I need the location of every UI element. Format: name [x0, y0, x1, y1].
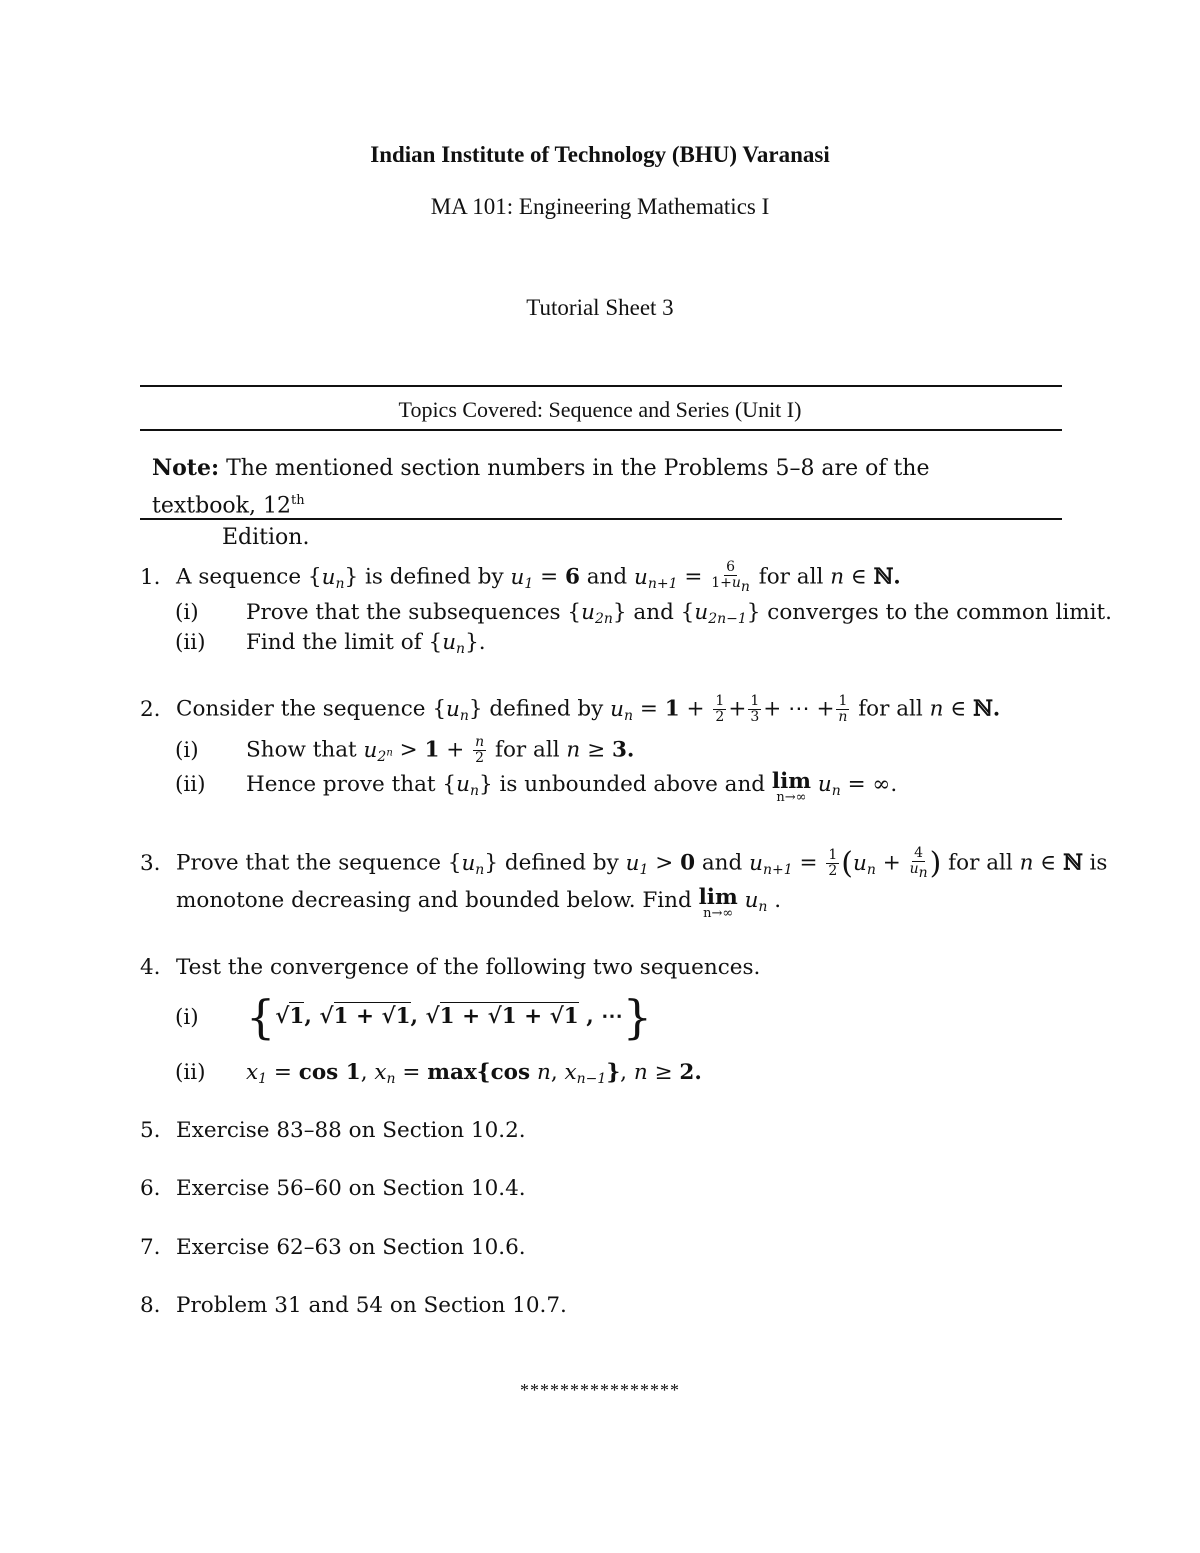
top-rule	[140, 385, 1062, 387]
topics-covered: Topics Covered: Sequence and Series (Unit I)	[398, 397, 802, 422]
note-text: The mentioned section numbers in the Problems 5–8 are of the textbook, 12	[152, 456, 930, 519]
problem-1-part-ii: (ii) Find the limit of {un}.	[175, 630, 486, 657]
problem-2: 2. Consider the sequence {un} defined by un = 1 + $\frac{1}{2}$ + $\frac{1}{3}$ + ⋯ + $\frac{1}{n}$ for all n ∈ ℕ.	[140, 693, 1001, 725]
end-stars: ****************	[520, 1380, 680, 1400]
problem-number: 4.	[140, 955, 161, 980]
problem-number: 2.	[140, 696, 161, 722]
problem-2-part-i: (i) Show that $u2^n > 1$ + $\frac{n}{2}$ for all n ≥ 3.	[175, 734, 635, 766]
sheet-title: Tutorial Sheet 3	[526, 295, 674, 320]
problem-6: 6. Exercise 56–60 on Section 10.4.	[140, 1176, 526, 1201]
problem-3-line-2: monotone decreasing and bounded below. Find lim n→∞ un .	[176, 885, 782, 921]
problem-5: 5. Exercise 83–88 on Section 10.2.	[140, 1118, 526, 1143]
problem-7: 7. Exercise 62–63 on Section 10.6.	[140, 1235, 526, 1260]
course-title: MA 101: Engineering Mathematics I	[430, 194, 770, 219]
note-superscript: th	[291, 493, 305, 508]
problem-4-part-ii: (ii) x1 = cos 1, xn = max{cos n, xn−1}, n ≥ 2.	[175, 1060, 702, 1087]
problem-3: 3. Prove that the sequence {un} defined by u1 > 0 and un+1 = $\frac{1}{2}$ (un + $\frac{4}{un}$ ) for all n ∈ ℕ is	[140, 845, 1108, 881]
note-block	[152, 452, 1032, 554]
problem-4: 4. Test the convergence of the following two sequences.	[140, 955, 761, 980]
problem-4-part-i: (i) {√1, √1 + √1, √1 + √1 + √1 , ⋯}	[175, 990, 653, 1044]
problem-1: 1. A sequence {un} is defined by u1 = 6 and un+1 = $\frac{6}{1+un}$ for all n ∈ ℕ.	[140, 559, 901, 595]
institute-title: Indian Institute of Technology (BHU) Varanasi	[370, 142, 830, 167]
problem-number: 1.	[140, 564, 161, 590]
problem-number: 3.	[140, 850, 161, 876]
note-continuation: Edition.	[222, 525, 310, 551]
bottom-rule	[140, 518, 1062, 520]
problem-2-part-ii: (ii) Hence prove that {un} is unbounded above and lim n→∞ un = ∞.	[175, 769, 898, 805]
problem-number: 8.	[140, 1293, 161, 1318]
problem-number: 6.	[140, 1176, 161, 1201]
note-label: Note:	[152, 455, 220, 481]
problem-number: 7.	[140, 1235, 161, 1260]
middle-rule	[140, 429, 1062, 431]
fraction: $\frac{6}{1+un}$	[711, 559, 750, 595]
problem-8: 8. Problem 31 and 54 on Section 10.7.	[140, 1293, 567, 1318]
problem-number: 5.	[140, 1118, 161, 1143]
problem-1-part-i: (i) Prove that the subsequences {u2n} and {u2n−1} converges to the common limit.	[175, 600, 1112, 627]
